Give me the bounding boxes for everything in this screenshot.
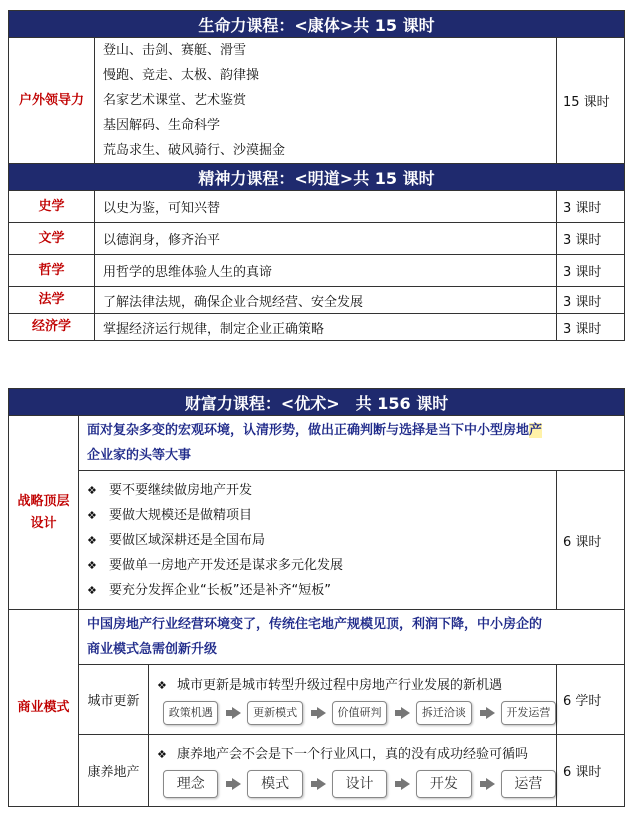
- strategy-intro-row: [9, 416, 625, 471]
- arrow-right-icon: [486, 778, 495, 790]
- business-intro: [79, 610, 625, 665]
- urban-content: [149, 665, 557, 735]
- bullet-text: 要做大规模还是做精项目: [109, 507, 253, 523]
- flow-step: 运营: [501, 770, 556, 798]
- outdoor-row: [9, 38, 625, 164]
- row-desc: 以史为鉴，可知兴替: [95, 191, 557, 223]
- flow-step: 价值研判: [332, 701, 387, 725]
- outdoor-item: 慢跑、竞走、太极、韵律操: [103, 68, 260, 83]
- row-desc: 掌握经济运行规律，制定企业正确策略: [95, 314, 557, 341]
- spirit-header: 精神力课程：<明道>共 15 课时: [9, 164, 625, 191]
- list-item: [79, 528, 556, 553]
- health-content: [149, 735, 557, 807]
- diamond-bullet-icon: ❖: [87, 508, 97, 522]
- table-row: [9, 314, 625, 341]
- outdoor-category: 户外领导力: [9, 38, 95, 164]
- arrow-right-icon: [401, 778, 410, 790]
- wealth-header-row: [9, 389, 625, 416]
- row-hours: 3 课时: [557, 287, 625, 314]
- arrow-right-icon: [401, 707, 410, 719]
- diamond-bullet-icon: ❖: [157, 747, 167, 761]
- flow-step: 模式: [247, 770, 302, 798]
- row-desc: 了解法律法规，确保企业合规经营、安全发展: [95, 287, 557, 314]
- arrow-right-icon: [317, 778, 326, 790]
- flow-step: 设计: [332, 770, 387, 798]
- table-row: [9, 255, 625, 287]
- strategy-intro-text: 面对复杂多变的宏观环境，认清形势，做出正确判断与选择是当下中小型房地: [87, 423, 530, 438]
- row-hours: 3 课时: [557, 191, 625, 223]
- row-desc: 以德润身，修齐治平: [95, 223, 557, 255]
- table-row: [9, 287, 625, 314]
- course-table-1: [8, 10, 625, 341]
- row-category: 经济学: [9, 314, 95, 341]
- table-row: [9, 191, 625, 223]
- course-table-2: [8, 388, 625, 807]
- diamond-bullet-icon: ❖: [87, 483, 97, 497]
- wealth-header: 财富力课程：<优术> 共 156 课时: [9, 389, 625, 416]
- urban-bullet: [149, 675, 556, 697]
- row-desc: 用哲学的思维体验人生的真谛: [95, 255, 557, 287]
- arrow-right-icon: [486, 707, 495, 719]
- outdoor-item: 基因解码、生命科学: [103, 118, 221, 133]
- bullet-text: 康养地产会不会是下一个行业风口，真的没有成功经验可循吗: [177, 746, 529, 762]
- row-hours: 3 课时: [557, 255, 625, 287]
- arrow-right-icon: [317, 707, 326, 719]
- outdoor-item: 名家艺术课堂、艺术鉴赏: [103, 93, 247, 108]
- urban-hours: 6 学时: [557, 665, 625, 735]
- flow-step: 更新模式: [247, 701, 302, 725]
- health-label: 康养地产: [79, 735, 149, 807]
- diamond-bullet-icon: ❖: [87, 533, 97, 547]
- bullet-text: 要不要继续做房地产开发: [109, 482, 253, 498]
- row-category: 哲学: [9, 255, 95, 287]
- row-category: 文学: [9, 223, 95, 255]
- row-category: 法学: [9, 287, 95, 314]
- list-item: [79, 578, 556, 603]
- bullet-text: 要做单一房地产开发还是谋求多元化发展: [109, 557, 344, 573]
- strategy-hours: 6 课时: [557, 471, 625, 610]
- highlighted-text: 产: [529, 423, 543, 438]
- strategy-category-line: 设计: [30, 515, 57, 531]
- strategy-bullets-row: [9, 471, 625, 610]
- strategy-bullets: [79, 471, 557, 610]
- list-item: [79, 553, 556, 578]
- diamond-bullet-icon: ❖: [87, 583, 97, 597]
- flow-step: 开发: [416, 770, 471, 798]
- vitality-header-row: [9, 11, 625, 38]
- vitality-header: 生命力课程：<康体>共 15 课时: [9, 11, 625, 38]
- diamond-bullet-icon: ❖: [87, 558, 97, 572]
- flow-step: 拆迁洽谈: [416, 701, 471, 725]
- strategy-category-line: 战略顶层: [17, 493, 70, 509]
- row-hours: 3 课时: [557, 314, 625, 341]
- urban-label: 城市更新: [79, 665, 149, 735]
- arrow-right-icon: [232, 778, 241, 790]
- urban-flow: [149, 697, 556, 725]
- bullet-text: 要做区域深耕还是全国布局: [109, 532, 266, 548]
- arrow-right-icon: [232, 707, 241, 719]
- list-item: [79, 503, 556, 528]
- outdoor-hours: 15 课时: [557, 38, 625, 164]
- business-category: 商业模式: [9, 610, 79, 807]
- business-intro-text: 商业模式急需创新升级: [87, 642, 218, 657]
- urban-row: [9, 665, 625, 735]
- outdoor-item: 登山、击剑、赛艇、滑雪: [103, 43, 247, 58]
- strategy-category: [9, 416, 79, 610]
- health-hours: 6 课时: [557, 735, 625, 807]
- table-row: [9, 223, 625, 255]
- strategy-intro-text: 企业家的头等大事: [87, 448, 192, 463]
- business-intro-text: 中国房地产行业经营环境变了，传统住宅地产规模见顶，利润下降，中小房企的: [87, 617, 543, 632]
- flow-step: 理念: [163, 770, 218, 798]
- outdoor-items: [95, 38, 557, 164]
- row-hours: 3 课时: [557, 223, 625, 255]
- strategy-intro: [79, 416, 625, 471]
- bullet-text: 要充分发挥企业“长板”还是补齐“短板”: [109, 582, 331, 598]
- health-bullet: [149, 744, 556, 766]
- bullet-text: 城市更新是城市转型升级过程中房地产行业发展的新机遇: [177, 677, 503, 693]
- business-intro-row: [9, 610, 625, 665]
- list-item: [79, 478, 556, 503]
- health-flow: [149, 766, 556, 798]
- flow-step: 开发运营: [501, 701, 556, 725]
- spirit-header-row: [9, 164, 625, 191]
- health-row: [9, 735, 625, 807]
- diamond-bullet-icon: ❖: [157, 678, 167, 692]
- row-category: 史学: [9, 191, 95, 223]
- outdoor-item: 荒岛求生、破风骑行、沙漠掘金: [103, 143, 286, 158]
- flow-step: 政策机遇: [163, 701, 218, 725]
